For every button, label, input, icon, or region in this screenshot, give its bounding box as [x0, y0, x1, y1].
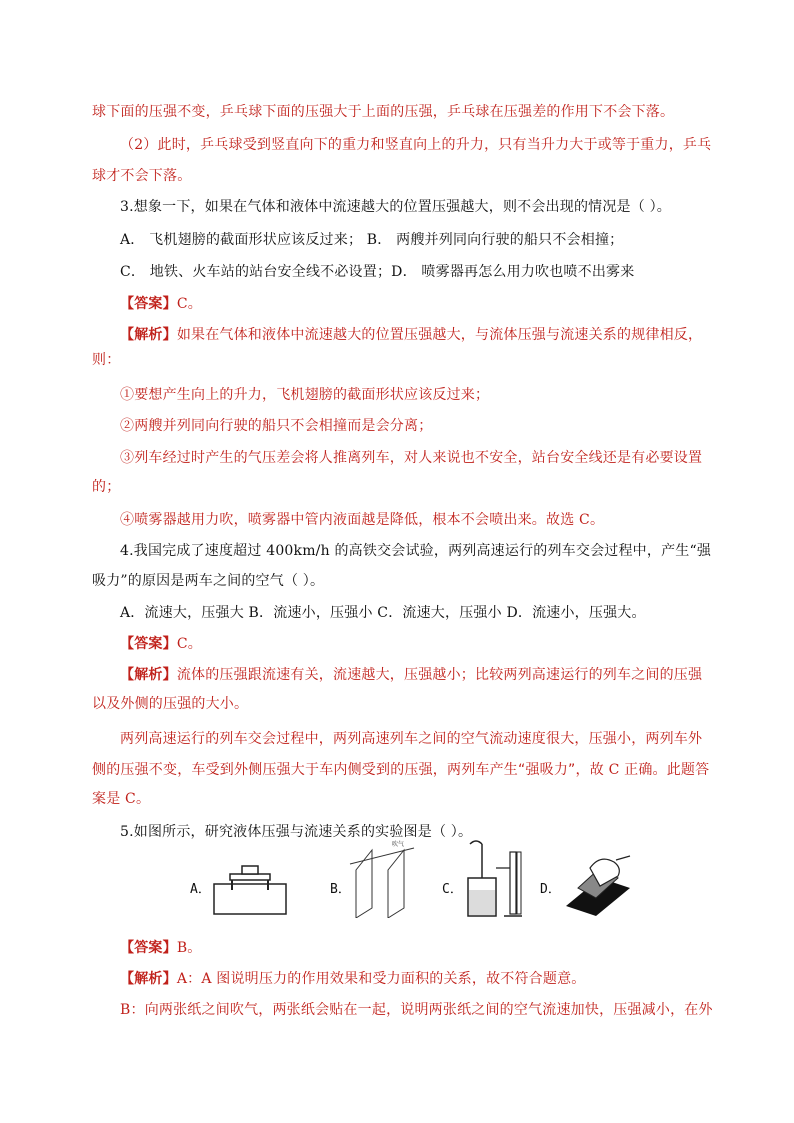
explanation-line	[120, 969, 706, 989]
answer-tag: 【答案】	[120, 296, 177, 312]
text-line: 两列高速运行的列车交会过程中，两列高速列车之间的空气流动速度很大，压强小，两列车外	[120, 731, 703, 747]
text-line: 案是 C。	[92, 791, 151, 807]
answer-tag: 【答案】	[120, 940, 177, 956]
figure-a-table-on-sand	[210, 838, 290, 918]
question-3-options-ab: A． 飞机翅膀的截面形状应该反过来； B． 两艘并列同向行驶的船只不会相撞；	[120, 232, 624, 248]
text-line: ①要想产生向上的升力，飞机翅膀的截面形状应该反过来；	[120, 387, 490, 403]
text-line: （2）此时，乒乓球受到竖直向下的重力和竖直向上的升力，只有当升力大于或等于重力，乒乓	[120, 137, 712, 153]
answer-value: C。	[176, 636, 202, 652]
text-line: ②两艘并列同向行驶的船只不会相撞而是会分离；	[120, 418, 433, 434]
answer-line	[120, 294, 706, 314]
explanation-tag: 【解析】	[120, 667, 177, 683]
text-line: B：向两张纸之间吹气，两张纸会贴在一起，说明两张纸之间的空气流速加快，压强减小，在外	[120, 1002, 713, 1018]
answer-tag: 【答案】	[120, 636, 177, 652]
explanation-text: A：A 图说明压力的作用效果和受力面积的关系，故不符合题意。	[176, 971, 586, 987]
explanation-tag: 【解析】	[120, 327, 177, 343]
explanation-tag: 【解析】	[120, 971, 177, 987]
text-segment: “强吸力”	[518, 762, 576, 778]
answer-value: C。	[176, 296, 202, 312]
explanation-text: 流体的压强跟流速有关，流速越大，压强越小；比较两列高速运行的列车之间的压强	[176, 667, 703, 683]
answer-line	[120, 938, 706, 958]
text-line: ④喷雾器越用力吹，喷雾器中管内液面越是降低，根本不会喷出来。故选 C。	[120, 512, 605, 528]
text-line: 的；	[92, 479, 121, 495]
question-5: 5.如图所示，研究液体压强与流速关系的实验图是（ ）。	[120, 824, 473, 840]
question-3-options-cd: C． 地铁、火车站的站台安全线不必设置；D． 喷雾器再怎么用力吹也喷不出雾来	[120, 264, 635, 280]
figure-c-beaker-and-tube	[462, 838, 524, 918]
figure-b-label: B．	[330, 882, 351, 897]
figure-b-note: 吹气	[392, 841, 405, 848]
figure-b-two-papers	[348, 838, 418, 918]
answer-line	[120, 634, 706, 654]
question-4: 4.我国完成了速度超过 400km/h 的高铁交会试验，两列高速运行的列车交会过程中，产生“强	[120, 543, 712, 559]
text-line	[92, 760, 710, 780]
figure-c-label: C．	[442, 882, 463, 897]
figure-d-hand-press	[560, 838, 632, 918]
text-line: 球下面的压强不变，乒乓球下面的压强大于上面的压强，乒乓球在压强差的作用下不会下落。	[92, 104, 675, 120]
figure-a-label: A．	[190, 882, 211, 897]
text-line: 球才不会下落。	[92, 168, 192, 184]
text-segment: ，故 C 正确。此题答	[575, 762, 710, 778]
text-segment: 侧的压强不变，车受到外侧压强大于车内侧受到的压强，两列车产生	[92, 762, 518, 778]
question-4-options: A．流速大，压强大 B．流速小，压强小 C．流速大，压强小 D．流速小，压强大。	[120, 605, 646, 621]
text-line: ③列车经过时产生的气压差会将人推离列车，对人来说也不安全，站台安全线还是有必要设置	[120, 450, 703, 466]
text-line: 则：	[92, 352, 121, 368]
question-3: 3.想象一下，如果在气体和液体中流速越大的位置压强越大，则不会出现的情况是（ ）。	[120, 199, 672, 215]
text-line: 以及外侧的压强的大小。	[92, 696, 249, 712]
explanation-line	[120, 325, 706, 345]
explanation-text: 如果在气体和液体中流速越大的位置压强越大，与流体压强与流速关系的规律相反，	[176, 327, 703, 343]
question-4-cont: 吸力”的原因是两车之间的空气（ ）。	[92, 573, 325, 589]
figure-d-label: D．	[540, 882, 561, 897]
explanation-line	[120, 665, 706, 685]
answer-value: B。	[176, 940, 202, 956]
